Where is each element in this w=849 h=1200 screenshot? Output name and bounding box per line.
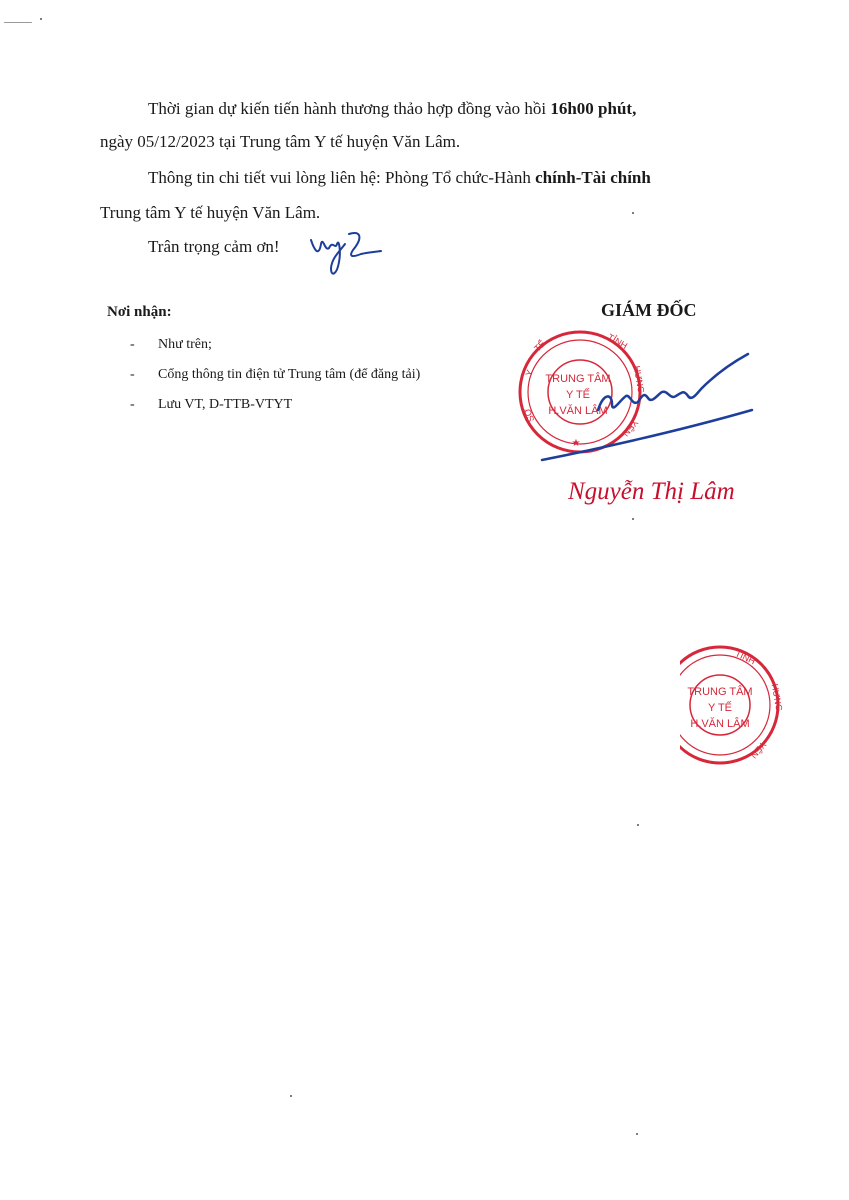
recipients-title: Nơi nhận: — [107, 304, 172, 320]
svg-text:Y: Y — [523, 368, 535, 378]
svg-text:Y TẾ: Y TẾ — [707, 702, 733, 714]
paragraph-meeting-time-line1 — [148, 98, 636, 120]
scan-mark — [4, 22, 32, 23]
recipient-item: - Lưu VT, D-TTB-VTYT — [130, 390, 420, 420]
recipient-item: - Cổng thông tin điện tử Trung tâm (để đăng tải) — [130, 360, 420, 390]
paragraph-contact-line2: Trung tâm Y tế huyện Văn Lâm. — [100, 203, 321, 222]
recipient-item: - Như trên; — [130, 330, 420, 360]
svg-text:TẾ: TẾ — [532, 338, 548, 354]
contact-text: Thông tin chi tiết vui lòng liên hệ: Phòng Tổ chức-Hành — [148, 168, 536, 187]
svg-text:HƯNG: HƯNG — [769, 682, 785, 712]
closing-line: Trân trọng cảm ơn! — [148, 237, 280, 256]
scan-speck — [632, 518, 634, 520]
svg-text:HƯNG: HƯNG — [631, 364, 647, 394]
stamp-line-1: TRUNG TÂM — [545, 373, 611, 385]
initials-signature — [305, 222, 385, 282]
svg-text:YÊN: YÊN — [748, 739, 769, 761]
svg-text:H.VĂN LÂM: H.VĂN LÂM — [690, 718, 750, 730]
svg-text:YÊN: YÊN — [620, 417, 641, 439]
contact-bold: chính-Tài chính — [535, 168, 651, 187]
official-stamp — [512, 322, 772, 472]
signer-name: Nguyễn Thị Lâm — [568, 478, 735, 505]
director-title: GIÁM ĐỐC — [601, 300, 697, 320]
svg-text:TỈNH: TỈNH — [733, 648, 757, 667]
svg-text:TỈNH: TỈNH — [605, 331, 630, 351]
svg-text:SỞ: SỞ — [522, 406, 537, 424]
stamp-line-3: H.VĂN LÂM — [548, 405, 608, 417]
recipients-list — [130, 330, 420, 420]
meeting-time-text: Thời gian dự kiến tiến hành thương thảo hợp đồng vào hồi — [148, 99, 551, 118]
meeting-time-bold: 16h00 phút, — [550, 99, 637, 118]
svg-text:★: ★ — [571, 438, 581, 449]
stamp-line-2: Y TẾ — [565, 389, 591, 401]
svg-text:TRUNG TÂM: TRUNG TÂM — [687, 686, 753, 698]
page-seal-stamp — [680, 640, 800, 770]
scan-speck — [636, 1133, 638, 1135]
scan-speck — [632, 212, 634, 214]
scan-speck — [290, 1095, 292, 1097]
scan-speck — [40, 18, 42, 20]
paragraph-contact-line1 — [148, 167, 651, 189]
scan-speck — [637, 824, 639, 826]
paragraph-meeting-date-line2: ngày 05/12/2023 tại Trung tâm Y tế huyện Văn Lâm. — [100, 132, 461, 151]
